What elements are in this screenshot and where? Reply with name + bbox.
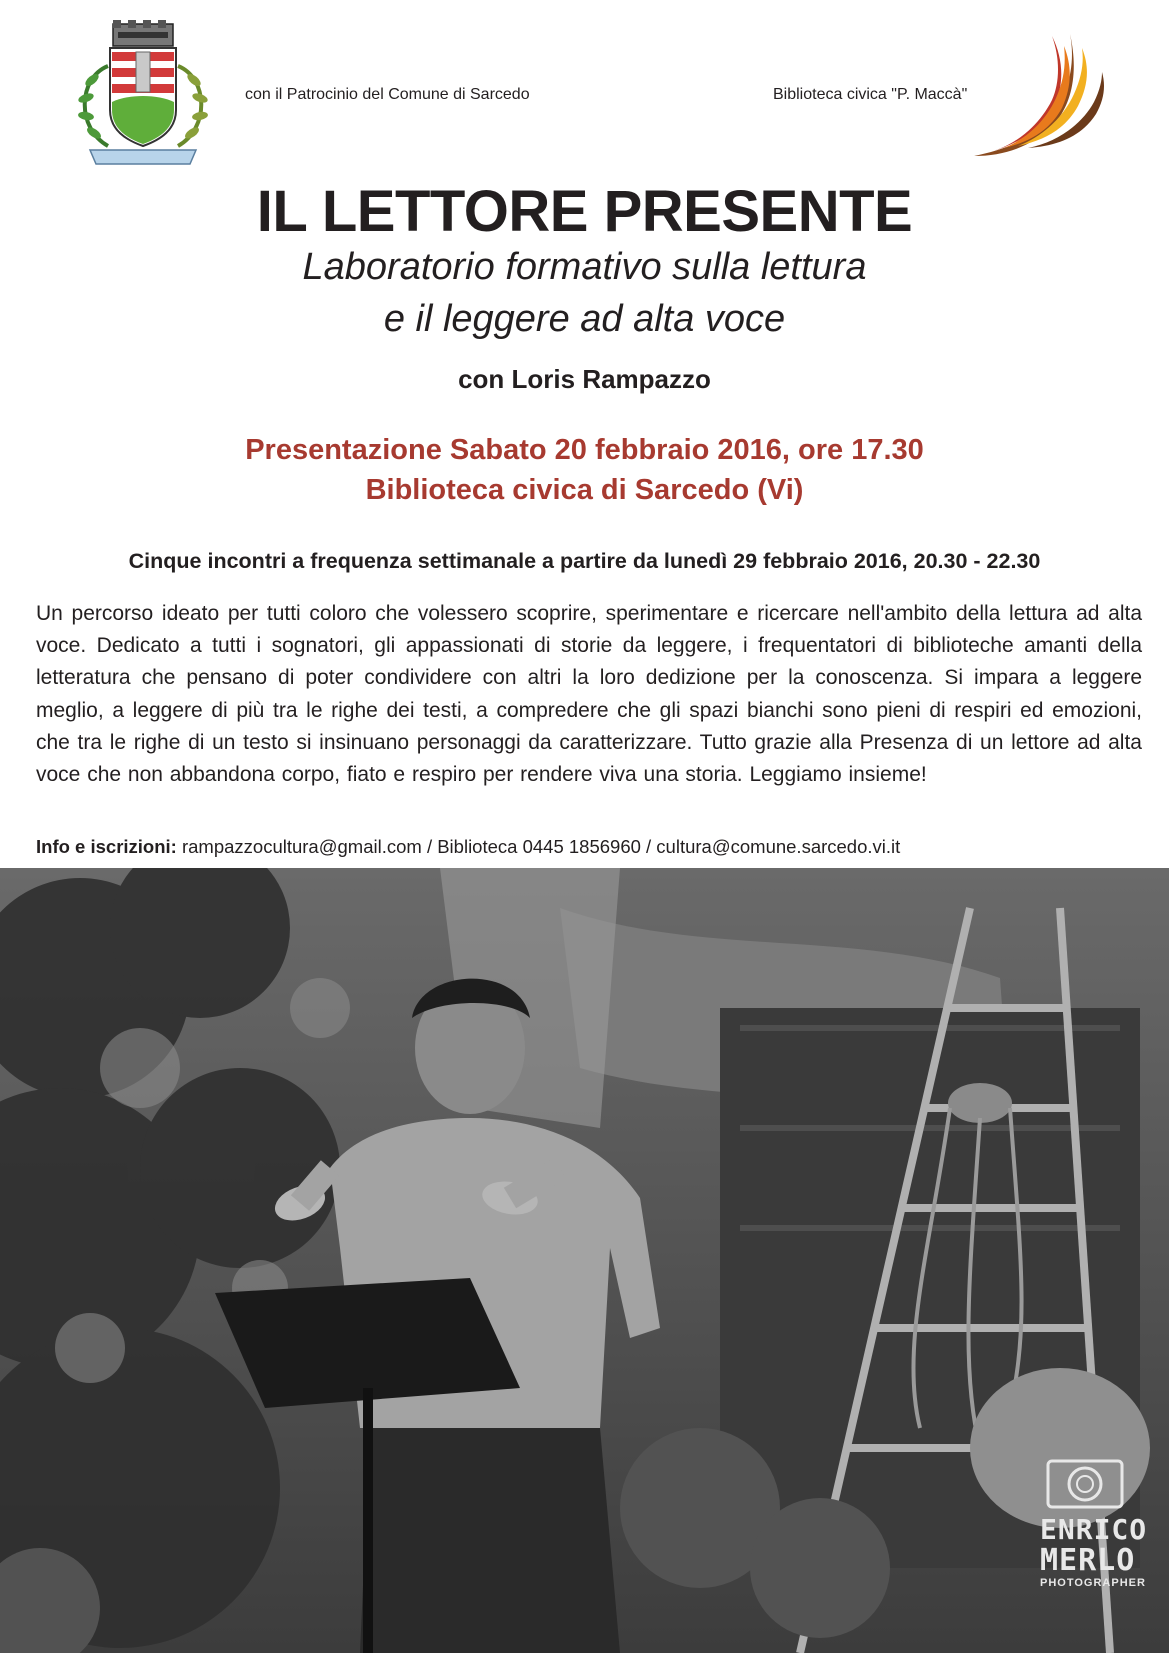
info-contacts: rampazzocultura@gmail.com / Biblioteca 0445 1856960 / cultura@comune.sarcedo.vi.it [176, 836, 901, 857]
venue: Biblioteca civica di Sarcedo (Vi) [365, 474, 804, 506]
photographer-watermark [1040, 1458, 1148, 1589]
info-label: Info e iscrizioni: [36, 836, 177, 857]
author-line: con Loris Rampazzo [458, 364, 711, 394]
camera-icon [1040, 1458, 1130, 1515]
library-name: Biblioteca civica "P. Maccà" [773, 86, 968, 103]
presentation-date: Presentazione Sabato 20 febbraio 2016, ore 17.30 [245, 434, 924, 466]
municipal-crest-icon [68, 18, 218, 166]
reader-photo [0, 868, 1169, 1653]
subtitle-line-1: Laboratorio formativo sulla lettura [302, 246, 867, 288]
patronage-text: con il Patrocinio del Comune di Sarcedo [245, 86, 530, 103]
event-title: IL LETTORE PRESENTE [256, 179, 913, 244]
description-paragraph: Un percorso ideato per tutti coloro che volessero scoprire, sperimentare e ricercare nell'ambito della lettura ad alta voce. Dedicato a tutti i sognatori, gli appassionati di storie da leggere, i frequentatori di biblioteche amanti della letteratura che pensano di poter condividere con altri la loro dedizione per la conoscenza. Si impara a leggere meglio, a leggere di più tra le righe dei testi, a compredere che gli spazi bianchi sono pieni di respiri ed emozioni, che tra le righe di un testo si insinuano personaggi da caratterizzare. Tutto grazie alla Presenza di un lettore ad alta voce che non abbandona corpo, fiato e respiro per rendere viva una storia. Leggiamo insieme! [36, 602, 1142, 787]
schedule-line: Cinque incontri a frequenza settimanale a partire da lunedì 29 febbraio 2016, 20.30 - 22.30 [128, 549, 1041, 573]
flame-feather-logo-icon [968, 24, 1108, 172]
watermark-subtitle: PHOTOGRAPHER [1040, 1577, 1146, 1589]
info-line [36, 836, 900, 858]
watermark-name-1: ENRICO [1040, 1513, 1148, 1546]
watermark-name-2: MERLO [1040, 1543, 1136, 1578]
subtitle-line-2: e il leggere ad alta voce [383, 298, 786, 340]
